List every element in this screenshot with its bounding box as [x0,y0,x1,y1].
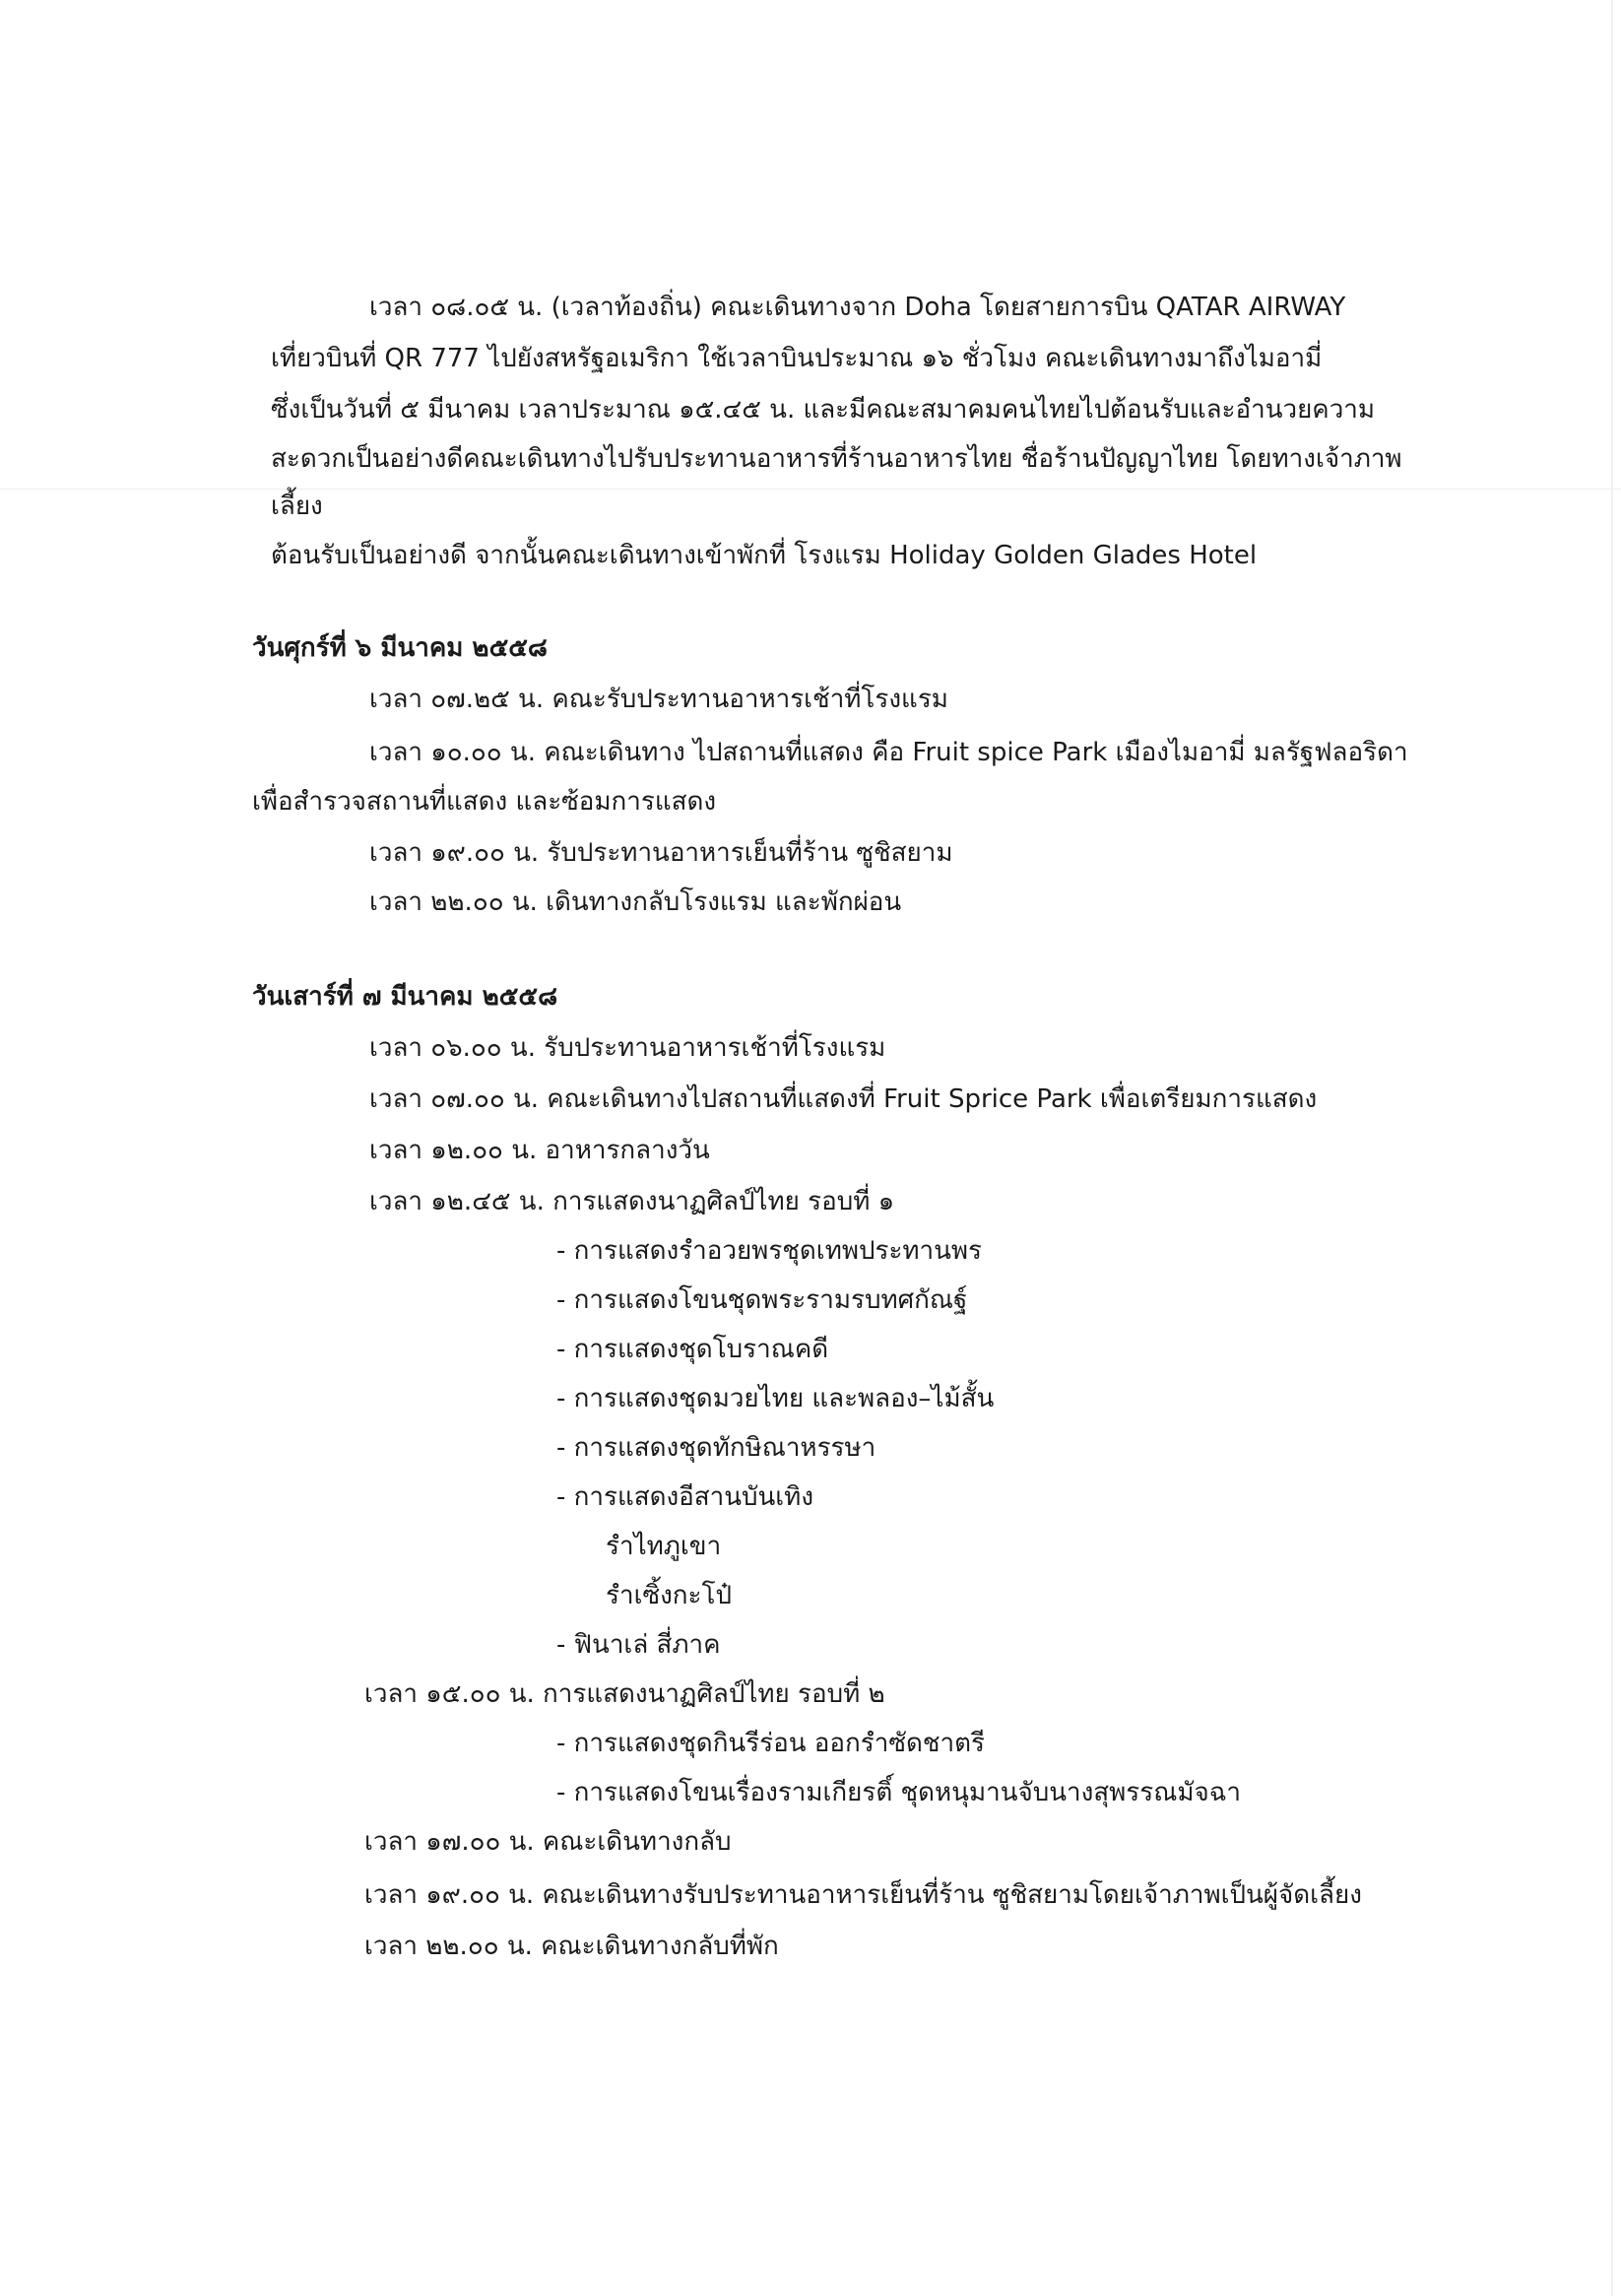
round1-item-5: - การแสดงชุดทักษิณาหรรษา [556,1433,876,1463]
day2-end-line-1: เวลา ๑๗.๐๐ น. คณะเดินทางกลับ [364,1827,732,1857]
intro-line-4: สะดวกเป็นอย่างดีคณะเดินทางไปรับประทานอาหารที่ร้านอาหารไทย ชื่อร้านปัญญาไทย โดยทางเจ้าภาพ [271,444,1402,474]
day1-line-1: เวลา ๐๗.๒๕ น. คณะรับประทานอาหารเช้าที่โรงแรม [369,685,948,714]
round2-time-line: เวลา ๑๕.๐๐ น. การแสดงนาฏศิลป์ไทย รอบที่ ๒ [364,1679,885,1709]
day2-end-line-3: เวลา ๒๒.๐๐ น. คณะเดินทางกลับที่พัก [364,1932,779,1961]
isan-sub-1: รำไทภูเขา [606,1532,722,1561]
day1-line-2: เวลา ๑๐.๐๐ น. คณะเดินทาง ไปสถานที่แสดง คือ Fruit spice Park เมืองไมอามี่ มลรัฐฟลอริดา [369,738,1408,767]
scan-edge-shadow [1611,0,1613,2296]
day1-line-3: เพื่อสำรวจสถานที่แสดง และซ้อมการแสดง [252,787,717,817]
day2-line-4: เวลา ๑๒.๔๕ น. การแสดงนาฏศิลป์ไทย รอบที่ ๑ [369,1187,895,1216]
round1-item-3: - การแสดงชุดโบราณคดี [556,1335,829,1364]
round1-item-6: - การแสดงอีสานบันเทิง [556,1482,814,1512]
round2-item-1: - การแสดงชุดกินรีร่อน ออกรำซัดชาตรี [556,1729,985,1758]
scan-divider-line [0,489,1621,490]
day1-line-5: เวลา ๒๒.๐๐ น. เดินทางกลับโรงแรม และพักผ่อน [369,887,902,917]
day2-line-1: เวลา ๐๖.๐๐ น. รับประทานอาหารเช้าที่โรงแรม [369,1033,886,1063]
day2-end-line-2: เวลา ๑๙.๐๐ น. คณะเดินทางรับประทานอาหารเย็นที่ร้าน ซูชิสยามโดยเจ้าภาพเป็นผู้จัดเลี้ยง [364,1880,1362,1910]
day2-line-2: เวลา ๐๗.๐๐ น. คณะเดินทางไปสถานที่แสดงที่ Fruit Sprice Park เพื่อเตรียมการแสดง [369,1084,1318,1114]
intro-line-5: เลี้ยง [271,492,323,521]
round2-item-2: - การแสดงโขนเรื่องรามเกียรติ์ ชุดหนุมานจับนางสุพรรณมัจฉา [556,1778,1242,1807]
day2-heading: วันเสาร์ที่ ๗ มีนาคม ๒๕๕๘ [252,982,558,1012]
intro-line-1: เวลา ๐๘.๐๕ น. (เวลาท้องถิ่น) คณะเดินทางจาก Doha โดยสายการบิน QATAR AIRWAY [369,293,1346,322]
intro-line-3: ซึ่งเป็นวันที่ ๕ มีนาคม เวลาประมาณ ๑๕.๔๕ น. และมีคณะสมาคมคนไทยไปต้อนรับและอำนวยความ [271,395,1376,425]
day1-line-4: เวลา ๑๙.๐๐ น. รับประทานอาหารเย็นที่ร้าน ซูชิสยาม [369,838,953,868]
day1-heading: วันศุกร์ที่ ๖ มีนาคม ๒๕๕๘ [252,633,548,663]
intro-line-6: ต้อนรับเป็นอย่างดี จากนั้นคณะเดินทางเข้าพักที่ โรงแรม Holiday Golden Glades Hotel [271,541,1258,570]
round1-item-4: - การแสดงชุดมวยไทย และพลอง–ไม้สั้น [556,1384,995,1413]
day2-line-3: เวลา ๑๒.๐๐ น. อาหารกลางวัน [369,1136,710,1165]
intro-line-2: เที่ยวบินที่ QR 777 ไปยังสหรัฐอเมริกา ใช้เวลาบินประมาณ ๑๖ ชั่วโมง คณะเดินทางมาถึงไมอามี่ [271,344,1323,373]
round1-item-1: - การแสดงรำอวยพรชุดเทพประทานพร [556,1236,983,1266]
isan-sub-2: รำเซิ้งกะโป๋ [606,1581,732,1610]
finale-line: - ฟินาเล่ สี่ภาค [556,1630,721,1660]
round1-item-2: - การแสดงโขนชุดพระรามรบทศกัณฐ์ [556,1285,968,1315]
